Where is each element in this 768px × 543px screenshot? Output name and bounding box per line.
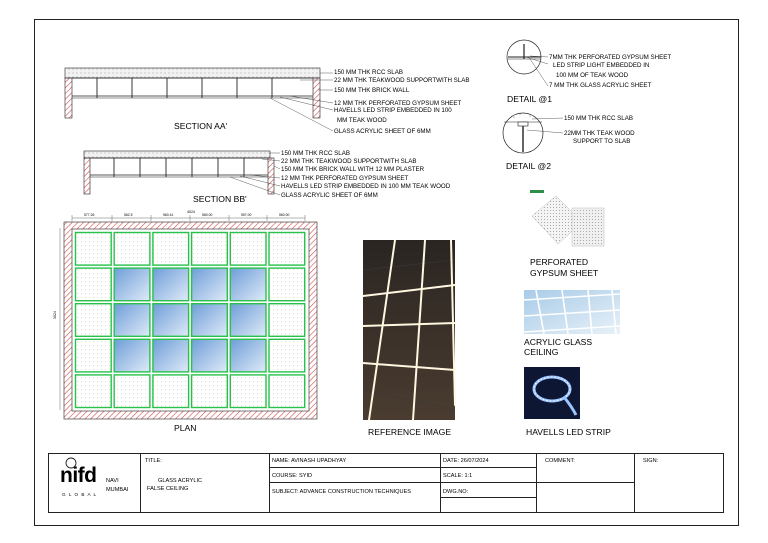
section-bb-note-6: GLASS ACRYLIC SHEET OF 6MM <box>281 192 378 199</box>
gypsum-panel <box>76 268 112 301</box>
title-label: TITLE: <box>145 458 162 464</box>
gypsum-sheet-image <box>528 188 608 250</box>
title-line-1: GLASS ACRYLIC <box>158 478 203 484</box>
section-aa-note-6: MM TEAK WOOD <box>337 117 387 124</box>
gypsum-panel <box>269 304 305 337</box>
gypsum-panel <box>76 304 112 337</box>
plan-overall-width: 4024 <box>187 210 195 214</box>
gypsum-panel <box>114 375 150 408</box>
nifd-city-2: MUMBAI <box>106 487 129 493</box>
gypsum-panel <box>269 375 305 408</box>
section-aa-note-2: 22 MM THK TEAKWOOD SUPPORTWITH SLAB <box>334 77 470 84</box>
scale-field: SCALE: 1:1 <box>443 473 473 479</box>
gypsum-panel <box>76 233 112 266</box>
sign-field: SIGN: <box>643 458 659 464</box>
reference-image <box>363 240 455 420</box>
section-aa-note-5: HAVELLS LED STRIP EMBEDDED IN 100 <box>334 107 452 114</box>
gypsum-caption-line-1: PERFORATED <box>530 257 589 267</box>
gypsum-panel <box>114 233 150 266</box>
subject-name: SUBJECT: ADVANCE CONSTRUCTION TECHNIQUES <box>272 489 412 495</box>
glass-acrylic-panel <box>153 268 189 301</box>
glass-acrylic-panel <box>153 304 189 337</box>
gypsum-panel <box>192 233 228 266</box>
detail-1-caption: DETAIL @1 <box>507 94 553 104</box>
section-bb-caption: SECTION BB' <box>193 194 247 204</box>
detail-1-note-3: 100 MM OF TEAK WOOD <box>556 72 629 79</box>
gypsum-panel <box>153 375 189 408</box>
plan-dim-5: 557.00 <box>241 213 252 217</box>
section-aa-note-3: 150 MM THK BRICK WALL <box>334 87 410 94</box>
section-aa-note-4: 12 MM THK PERFORATED GYPSUM SHEET <box>334 100 462 107</box>
glass-acrylic-panel <box>192 268 228 301</box>
gypsum-panel <box>269 268 305 301</box>
section-bb-note-1: 150 MM THK RCC SLAB <box>281 150 350 157</box>
glass-acrylic-panel <box>230 268 266 301</box>
section-aa-note-1: 150 MM THK RCC SLAB <box>334 69 403 76</box>
section-bb-note-2: 22 MM THK TEAKWOOD SUPPORTWITH SLAB <box>281 158 417 165</box>
gypsum-caption-line-2: GYPSUM SHEET <box>530 268 599 278</box>
detail-2-note-1: 150 MM THK RCC SLAB <box>564 115 633 122</box>
date-field: DATE: 26/07/2024 <box>443 458 489 464</box>
detail-1-note-1: 7MM THK PERFORATED GYPSUM SHEET <box>549 54 672 61</box>
gypsum-panel <box>230 233 266 266</box>
section-bb-note-3: 150 MM THK BRICK WALL WITH 12 MM PLASTER <box>281 166 425 173</box>
glass-acrylic-panel <box>230 339 266 372</box>
title-line-2: FALSE CEILING <box>147 486 189 492</box>
glass-acrylic-panel <box>192 304 228 337</box>
nifd-logo-sub: G L O B A L <box>62 492 98 497</box>
plan-overall-height: 3024 <box>53 311 57 319</box>
nifd-city-1: NAVI <box>106 478 119 484</box>
section-aa-note-7: GLASS ACRYLIC SHEET OF 6MM <box>334 128 431 135</box>
nifd-logo-icon <box>63 456 79 470</box>
acrylic-glass-image <box>524 290 620 334</box>
glass-acrylic-panel <box>192 339 228 372</box>
plan-dim-1: 577.26 <box>84 213 95 217</box>
plan-dim-3: 560.41 <box>163 213 174 217</box>
section-aa-caption: SECTION AA' <box>174 121 228 131</box>
gypsum-panel <box>269 233 305 266</box>
detail-2-note-3: SUPPORT TO SLAB <box>573 138 631 145</box>
glass-acrylic-panel <box>114 304 150 337</box>
student-name: NAME: AVINASH UPADHYAY <box>272 458 347 464</box>
detail-1-note-2: LED STRIP LIGHT EMBEDDED IN <box>553 62 650 69</box>
section-bb-note-5: HAVELLS LED STRIP EMBEDDED IN 100 MM TEAK WOOD <box>281 183 451 190</box>
acrylic-caption-line-2: CEILING <box>524 347 559 357</box>
glass-acrylic-panel <box>230 304 266 337</box>
section-bb-note-4: 12 MM THK PERFORATED GYPSUM SHEET <box>281 175 409 182</box>
plan-dim-4: 560.00 <box>202 213 213 217</box>
led-caption: HAVELLS LED STRIP <box>526 427 611 437</box>
gypsum-panel <box>269 339 305 372</box>
glass-acrylic-panel <box>153 339 189 372</box>
gypsum-panel <box>153 233 189 266</box>
acrylic-caption-line-1: ACRYLIC GLASS <box>524 337 593 347</box>
gypsum-panel <box>192 375 228 408</box>
comment-field: COMMENT: <box>545 458 575 464</box>
detail-1-note-4: 7 MM THK GLASS ACRYLIC SHEET <box>549 82 652 89</box>
dwg-no-field: DWG.NO: <box>443 489 469 495</box>
reference-image-caption: REFERENCE IMAGE <box>368 427 452 437</box>
plan-dim-2: 562.5 <box>124 213 133 217</box>
plan-caption: PLAN <box>174 423 197 433</box>
plan-dim-6: 560.00 <box>279 213 290 217</box>
gypsum-panel <box>76 339 112 372</box>
detail-2-caption: DETAIL @2 <box>506 161 552 171</box>
detail-2-note-2: 22MM THK TEAK WOOD <box>564 130 635 137</box>
nifd-logo-text: nifd <box>60 464 97 487</box>
gypsum-panel <box>76 375 112 408</box>
glass-acrylic-panel <box>114 268 150 301</box>
led-strip-image <box>524 367 580 419</box>
glass-acrylic-panel <box>114 339 150 372</box>
course-name: COURSE: SYID <box>272 473 313 479</box>
gypsum-panel <box>230 375 266 408</box>
